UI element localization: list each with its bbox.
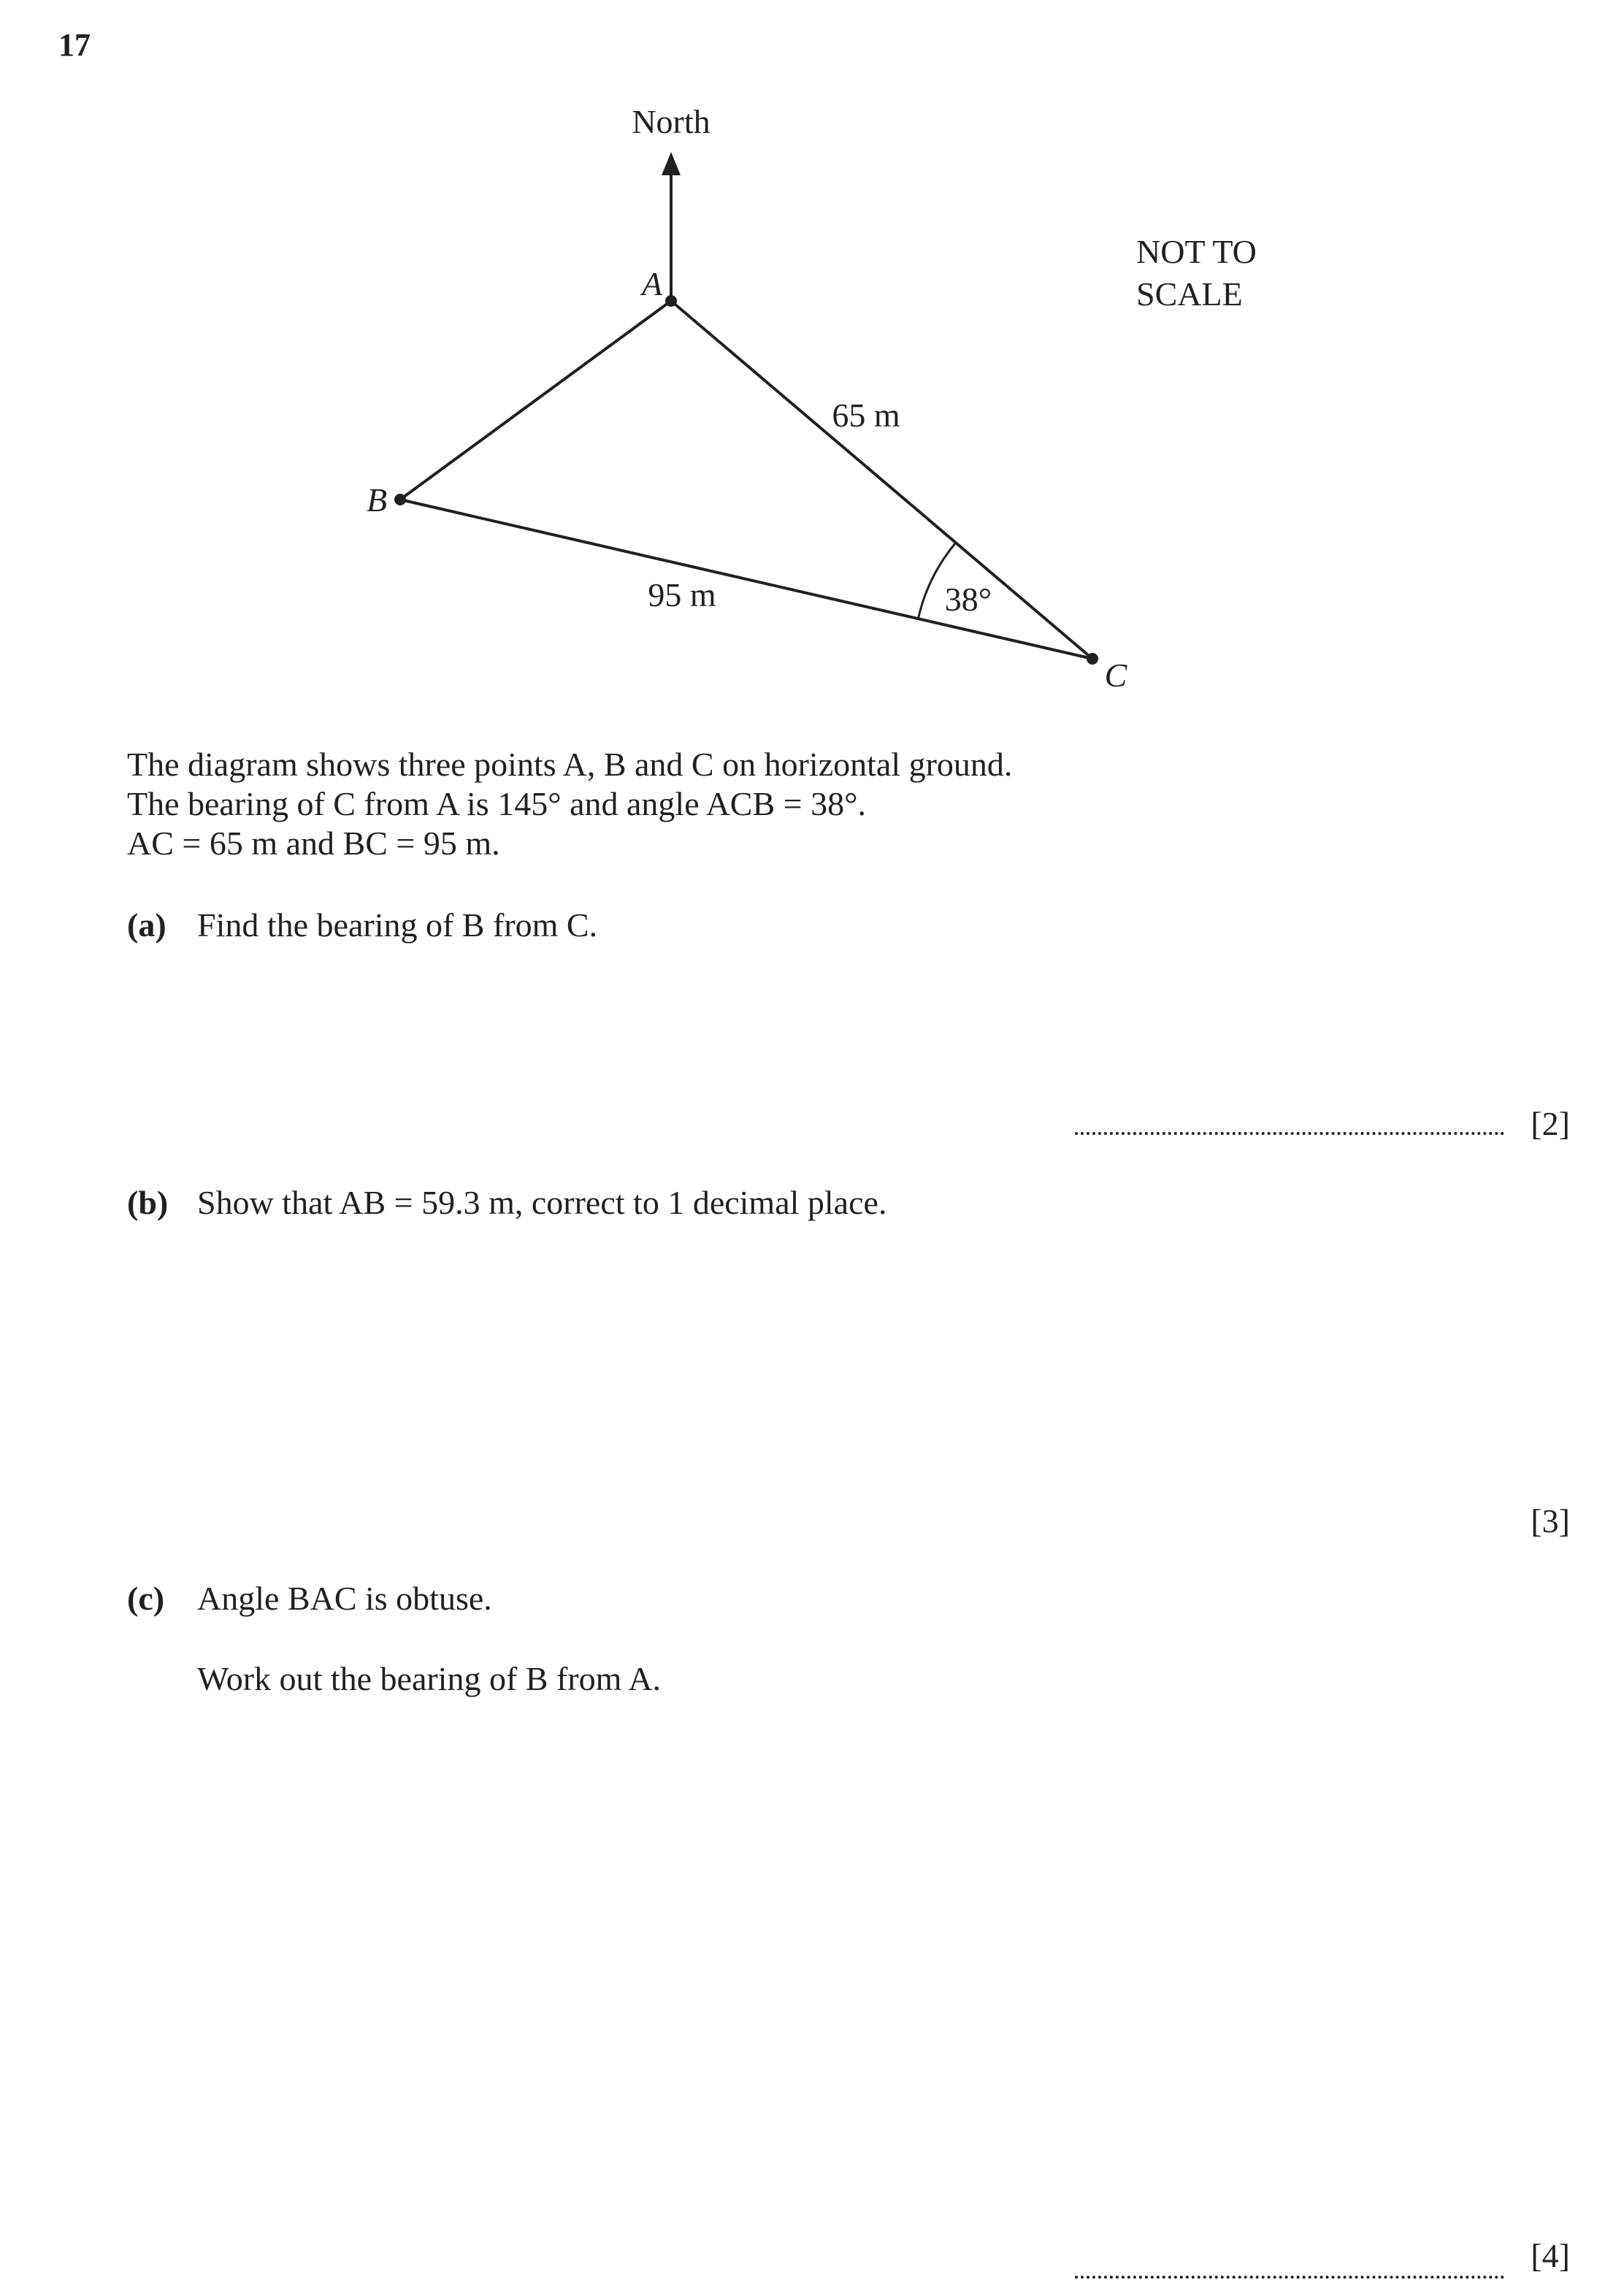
part-c-marks: [4] — [1531, 2237, 1570, 2274]
part-c — [127, 1579, 492, 1618]
part-b — [127, 1183, 886, 1223]
point-c-dot — [1087, 653, 1098, 665]
side-bc — [400, 500, 1092, 659]
not-to-scale-line1: NOT TO — [1136, 233, 1257, 270]
part-b-marks: [3] — [1531, 1502, 1570, 1540]
ac-length-label: 65 m — [832, 397, 900, 434]
north-label: North — [632, 103, 710, 140]
part-b-label: (b) — [127, 1184, 169, 1221]
part-a-marks: [2] — [1531, 1105, 1570, 1142]
intro-line-2: The bearing of C from A is 145° and angle ACB = 38°. — [127, 785, 866, 822]
point-b-label: B — [366, 481, 388, 519]
part-a-answer-line[interactable] — [1075, 1132, 1504, 1135]
point-a-label: A — [641, 265, 663, 302]
side-ab — [400, 301, 671, 500]
angle-label: 38° — [944, 581, 992, 618]
north-arrow-head — [662, 152, 681, 175]
question-number: 17 — [58, 27, 91, 63]
point-c-label: C — [1104, 657, 1127, 694]
point-a-dot — [665, 295, 677, 307]
part-a-label: (a) — [127, 906, 166, 944]
bearing-diagram — [0, 0, 1624, 730]
part-c-answer-line[interactable] — [1075, 2276, 1504, 2279]
part-c-text: Angle BAC is obtuse. — [197, 1580, 492, 1617]
part-b-text: Show that AB = 59.3 m, correct to 1 decimal place. — [197, 1184, 887, 1221]
intro-line-3: AC = 65 m and BC = 95 m. — [127, 825, 500, 862]
side-ac — [671, 301, 1092, 659]
point-b-dot — [394, 494, 406, 505]
part-a-text: Find the bearing of B from C. — [197, 906, 598, 944]
part-c-label: (c) — [127, 1580, 165, 1617]
intro-line-1: The diagram shows three points A, B and C on horizontal ground. — [127, 746, 1013, 783]
part-c-subtext: Work out the bearing of B from A. — [197, 1660, 662, 1697]
bc-length-label: 95 m — [648, 576, 716, 613]
question-intro — [127, 745, 1012, 863]
not-to-scale-line2: SCALE — [1136, 275, 1243, 313]
part-a — [127, 906, 597, 945]
